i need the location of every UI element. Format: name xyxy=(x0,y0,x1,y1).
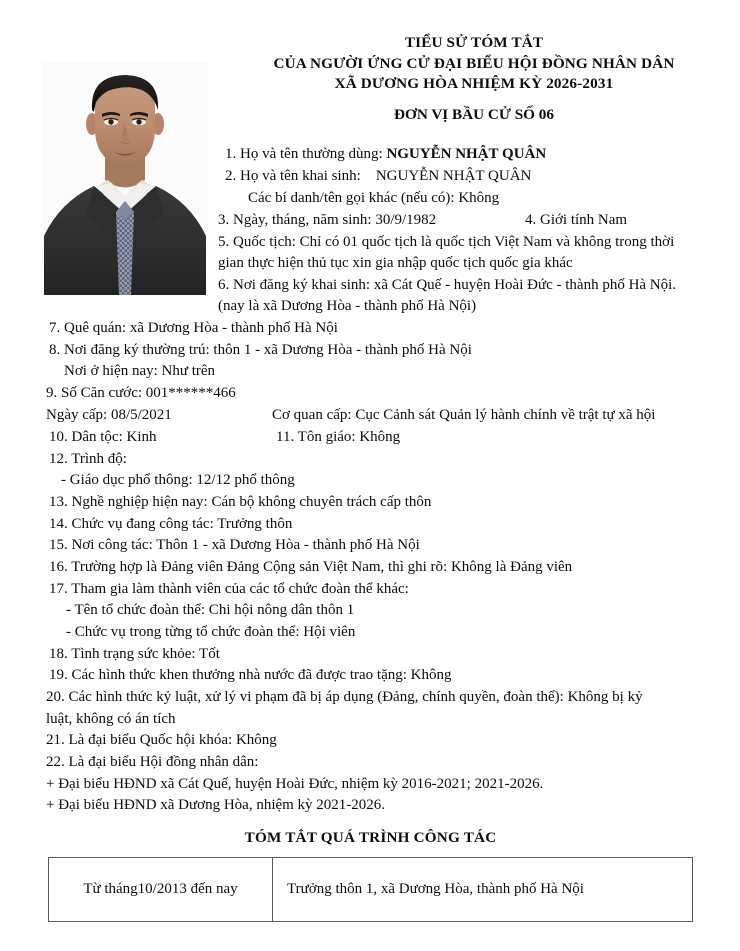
field-state-awards: 19. Các hình thức khen thưởng nhà nước đã được trao tặng: Không xyxy=(49,667,452,683)
field-position: 14. Chức vụ đang công tác: Trưởng thôn xyxy=(49,516,293,532)
field-people-council-delegate-2: + Đại biểu HĐND xã Dương Hòa, nhiệm kỳ 2021-2026. xyxy=(46,797,386,813)
title-line-2: CỦA NGƯỜI ỨNG CỬ ĐẠI BIỂU HỘI ĐỒNG NHÂN DÂN xyxy=(273,54,675,72)
work-history-period: Từ tháng10/2013 đến nay xyxy=(49,858,273,922)
field-common-name-value: NGUYỄN NHẬT QUÂN xyxy=(386,146,547,162)
field-nationality-line1: 5. Quốc tịch: Chỉ có 01 quốc tịch là quốc tịch Việt Nam và không trong thời xyxy=(218,234,675,250)
field-general-education: - Giáo dục phổ thông: 12/12 phổ thông xyxy=(61,472,295,488)
field-organization-name: - Tên tổ chức đoàn thể: Chi hội nông dân thôn 1 xyxy=(66,602,355,618)
field-birth-registration-line1: 6. Nơi đăng ký khai sinh: xã Cát Quế - huyện Hoài Đức - thành phố Hà Nội. xyxy=(218,277,677,293)
work-history-table xyxy=(48,857,693,922)
work-history-heading: TÓM TẮT QUÁ TRÌNH CÔNG TÁC xyxy=(244,829,497,846)
field-national-assembly-delegate: 21. Là đại biểu Quốc hội khóa: Không xyxy=(46,732,277,748)
field-current-residence: Nơi ở hiện nay: Như trên xyxy=(64,363,216,379)
field-birth-registration-line2: (nay là xã Dương Hòa - thành phố Hà Nội) xyxy=(218,298,477,314)
field-disciplinary-line1: 20. Các hình thức kỷ luật, xử lý vi phạm đã bị áp dụng (Đảng, chính quyền, đoàn thể): Không bị kỷ xyxy=(46,689,643,705)
work-history-table-body xyxy=(49,858,693,922)
field-birth-name-label: 2. Họ và tên khai sinh: xyxy=(225,168,361,184)
title-line-1: TIỂU SỬ TÓM TẮT xyxy=(404,34,544,51)
work-history-description: Trưởng thôn 1, xã Dương Hòa, thành phố Hà Nội xyxy=(273,858,693,922)
table-row xyxy=(49,858,693,922)
field-date-of-birth: 3. Ngày, tháng, năm sinh: 30/9/1982 xyxy=(218,212,437,228)
field-ethnicity: 10. Dân tộc: Kinh xyxy=(49,429,157,445)
field-health-status: 18. Tình trạng sức khỏe: Tốt xyxy=(49,646,220,662)
field-common-name-label: 1. Họ và tên thường dùng: xyxy=(225,146,383,162)
field-id-issuer: Cơ quan cấp: Cục Cảnh sát Quản lý hành chính về trật tự xã hội xyxy=(272,407,656,423)
field-id-issue-date: Ngày cấp: 08/5/2021 xyxy=(46,407,172,423)
field-people-council-delegate-heading: 22. Là đại biểu Hội đồng nhân dân: xyxy=(46,754,259,770)
candidate-portrait-photo xyxy=(42,62,208,295)
field-disciplinary-line2: luật, không có án tích xyxy=(46,711,176,727)
title-line-3: XÃ DƯƠNG HÒA NHIỆM KỲ 2026-2031 xyxy=(334,75,614,92)
document-title xyxy=(228,33,720,95)
field-party-membership: 16. Trường hợp là Đảng viên Đảng Cộng sản Việt Nam, thì ghi rõ: Không là Đảng viên xyxy=(49,559,573,575)
field-common-name xyxy=(225,145,546,164)
field-organization-position: - Chức vụ trong từng tổ chức đoàn thể: Hội viên xyxy=(66,624,356,640)
field-education-heading: 12. Trình độ: xyxy=(49,451,127,467)
field-id-number: 9. Số Căn cước: 001******466 xyxy=(46,385,236,401)
field-alias: Các bí danh/tên gọi khác (nếu có): Không xyxy=(248,190,500,206)
field-permanent-residence: 8. Nơi đăng ký thường trú: thôn 1 - xã Dương Hòa - thành phố Hà Nội xyxy=(49,342,472,358)
field-gender: 4. Giới tính Nam xyxy=(525,212,628,228)
field-nationality-line2: gian thực hiện thủ tục xin gia nhập quốc tịch quốc gia khác xyxy=(218,255,573,271)
field-hometown: 7. Quê quán: xã Dương Hòa - thành phố Hà Nội xyxy=(49,320,338,336)
field-birth-name-value: NGUYỄN NHẬT QUÂN xyxy=(375,168,532,184)
field-birth-name xyxy=(225,167,531,186)
field-workplace: 15. Nơi công tác: Thôn 1 - xã Dương Hòa - thành phố Hà Nội xyxy=(49,537,420,553)
field-people-council-delegate-1: + Đại biểu HĐND xã Cát Quế, huyện Hoài Đức, nhiệm kỳ 2016-2021; 2021-2026. xyxy=(46,776,544,792)
field-organizations-heading: 17. Tham gia làm thành viên của các tổ chức đoàn thể khác: xyxy=(49,581,409,597)
election-unit-heading: ĐƠN VỊ BẦU CỬ SỐ 06 xyxy=(394,106,554,123)
field-occupation: 13. Nghề nghiệp hiện nay: Cán bộ không chuyên trách cấp thôn xyxy=(49,494,432,510)
field-religion: 11. Tôn giáo: Không xyxy=(276,429,401,445)
